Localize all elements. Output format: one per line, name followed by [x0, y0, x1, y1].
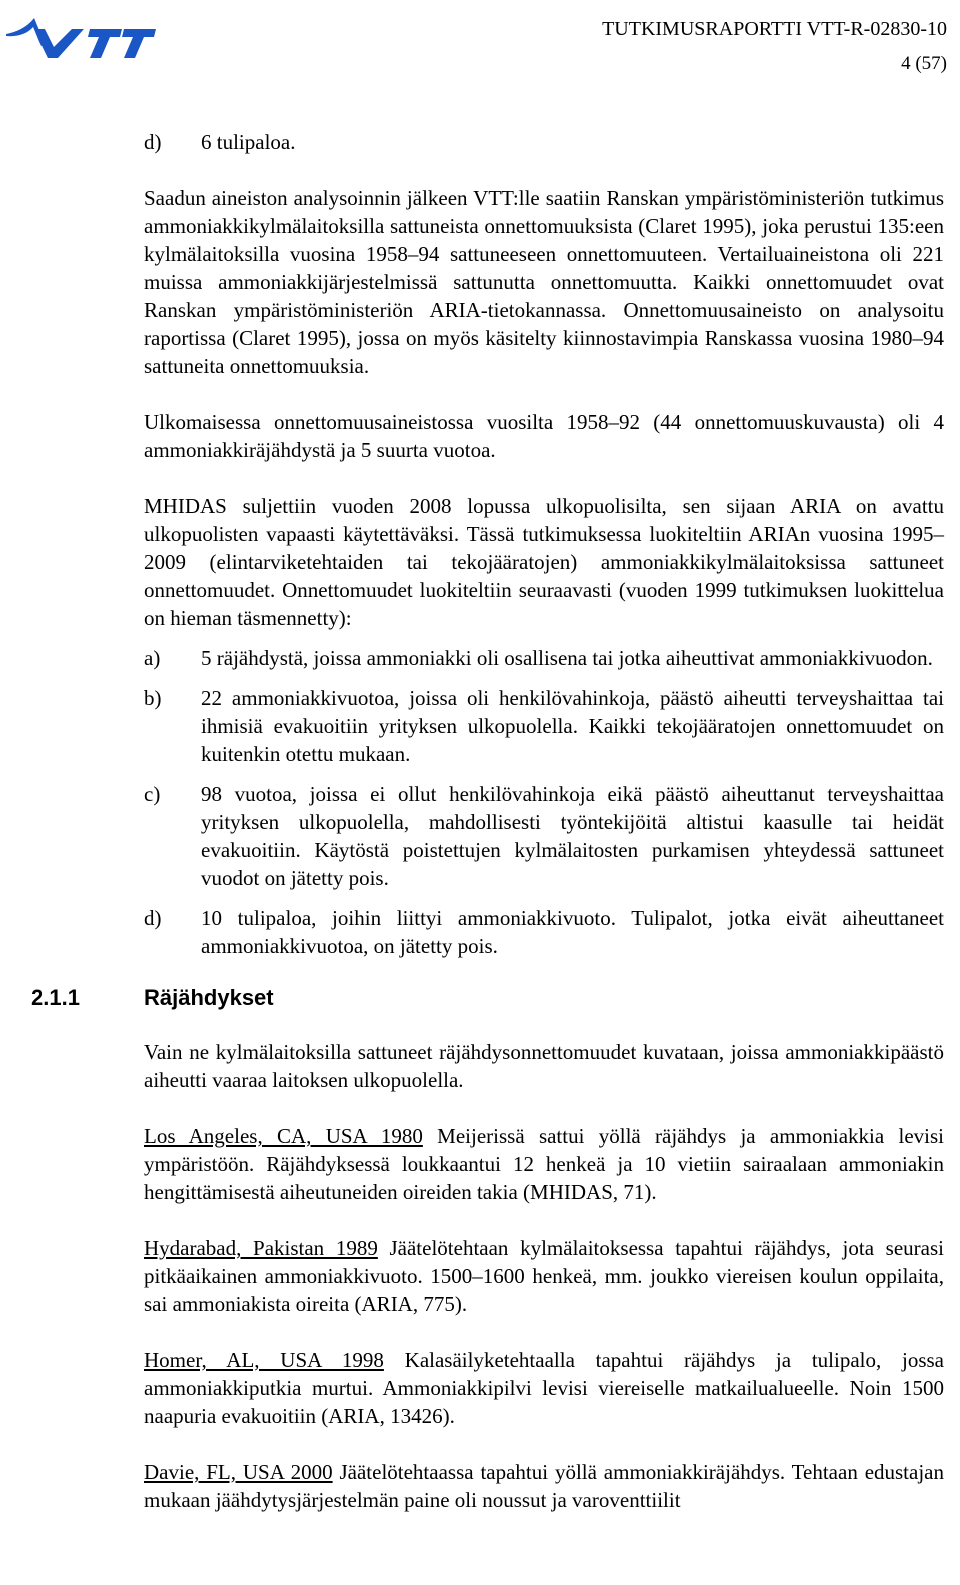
incident-place: Hydarabad, Pakistan 1989 — [144, 1236, 378, 1260]
vtt-logo — [4, 6, 156, 62]
list-item-text: 5 räjähdystä, joissa ammoniakki oli osallisena tai jotka aiheuttivat ammoniakkivuodon. — [201, 646, 933, 670]
list-item-text: 22 ammoniakkivuotoa, joissa oli henkilövahinkoja, päästö aiheutti terveyshaittaa tai ihmisiä evakuoitiin yrityksen ulkopuolella. Kaikki tekojääratojen onnettomuudet on kuitenkin otettu mukaan. — [201, 686, 944, 766]
incident-text: Kalasäilyketehtaalla tapahtui räjähdys ja tulipalo, jossa ammoniakkiputkia murtui. Ammoniakkipilvi levisi viereiselle matkailualueelle. Noin 1500 naapuria evakuoitiin (ARIA, 13426). — [144, 1348, 944, 1428]
list-item-label: a) — [144, 646, 161, 670]
list-item-text: 6 tulipaloa. — [201, 130, 296, 154]
logo-text: VTT — [4, 6, 6, 7]
paragraph: MHIDAS suljettiin vuoden 2008 lopussa ulkopuolisilta, sen sijaan ARIA on avattu ulkopuolisten vapaasti käytettäväksi. Tässä tutkimuksessa luokiteltiin ARIAn vuosina 1995–2009 (elintarviketehtaiden tai tekojääratojen) ammoniakkikylmälaitoksissa sattuneet onnettomuudet. Onnettomuudet luokiteltiin seuraavasti (vuoden 1999 tutkimuksen luokittelua on hieman täsmennetty): — [144, 494, 944, 630]
list-item-text: 10 tulipaloa, joihin liittyi ammoniakkivuoto. Tulipalot, jotka eivät aiheuttaneet ammoniakkivuotoa, on jätetty pois. — [201, 906, 944, 958]
incident-paragraph — [144, 1346, 944, 1430]
section-title: Räjähdykset — [144, 985, 274, 1010]
report-id: TUTKIMUSRAPORTTI VTT-R-02830-10 — [602, 18, 947, 40]
paragraph: Ulkomaisessa onnettomuusaineistossa vuosilta 1958–92 (44 onnettomuuskuvausta) oli 4 ammoniakkiräjähdystä ja 5 suurta vuotoa. — [144, 410, 944, 462]
document-body — [31, 128, 944, 1514]
list-item-label: b) — [144, 686, 162, 710]
incident-paragraph — [144, 1122, 944, 1206]
list-item-text: 98 vuotoa, joissa ei ollut henkilövahinkoja eikä päästö aiheuttanut terveyshaittaa yrityksen ulkopuolella, mahdollisesti työntekijöitä altistui kaasulle tai heidät evakuoitiin. Käytöstä poistettujen kylmälaitosten purkamisen yhteydessä sattuneet vuodot on jätetty pois. — [201, 782, 944, 890]
list-item — [144, 644, 944, 672]
incident-place: Los Angeles, CA, USA 1980 — [144, 1124, 423, 1148]
incident-text: Jäätelötehtaan kylmälaitoksessa tapahtui räjähdys, jota seurasi pitkäaikainen ammoniakkivuoto. 1500–1600 henkeä, mm. joukko viereisen koulun oppilaita, sai ammoniakista oireita (ARIA, 775). — [144, 1236, 944, 1316]
list-item-label: c) — [144, 782, 161, 806]
list-item — [144, 128, 944, 156]
page-number: 4 (57) — [901, 53, 947, 74]
incident-paragraph — [144, 1234, 944, 1318]
incident-place: Davie, FL, USA 2000 — [144, 1460, 333, 1484]
incident-place: Homer, AL, USA 1998 — [144, 1348, 384, 1372]
list-item-label: d) — [144, 906, 162, 930]
incident-paragraph — [144, 1458, 944, 1514]
incident-text: Jäätelötehtaassa tapahtui yöllä ammoniakkiräjähdys. Tehtaan edustajan mukaan jäähdytysjärjestelmän paine oli noussut ja varoventtiilit — [144, 1460, 944, 1512]
list-item — [144, 780, 944, 892]
list-item — [144, 684, 944, 768]
incident-text: Meijerissä sattui yöllä räjähdys ja ammoniakkia levisi ympäristöön. Räjähdyksessä loukkaantui 12 henkeä ja 10 vietiin sairaalaan ammoniakin hengittämisestä aiheutuneiden oireiden takia (MHIDAS, 71). — [144, 1124, 944, 1204]
list-item — [144, 904, 944, 960]
paragraph: Saadun aineiston analysoinnin jälkeen VTT:lle saatiin Ranskan ympäristöministeriön tutkimus ammoniakkikylmälaitoksilla sattuneista onnettomuuksista (Claret 1995), joka perustui 135:een kylmälaitoksilla vuosina 1958–94 sattuneeseen onnettomuuteen. Vertailuaineistona oli 221 muissa ammoniakkijärjestelmissä sattunutta onnettomuutta. Kaikki onnettomuudet ovat Ranskan ympäristöministeriön ARIA-tietokannassa. Onnettomuusaineisto on analysoitu raportissa (Claret 1995), jossa on myös käsitelty kiinnostavimpia Ranskassa vuosina 1980–94 sattuneita onnettomuuksia. — [144, 186, 944, 378]
section-heading — [31, 984, 831, 1012]
list-item-label: d) — [144, 130, 162, 154]
section-number: 2.1.1 — [31, 985, 80, 1010]
paragraph: Vain ne kylmälaitoksilla sattuneet räjähdysonnettomuudet kuvataan, joissa ammoniakkipäästö aiheutti vaaraa laitoksen ulkopuolella. — [144, 1040, 944, 1092]
